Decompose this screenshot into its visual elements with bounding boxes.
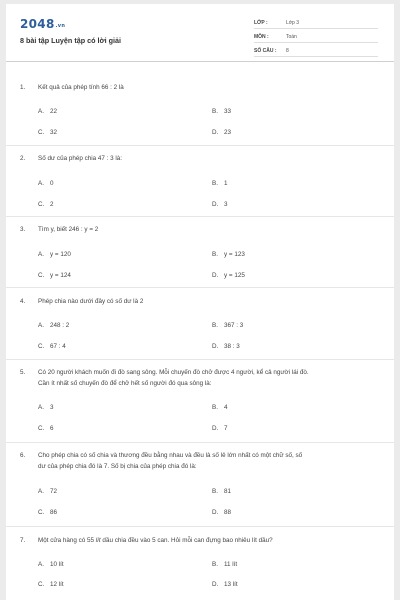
option-letter: C. xyxy=(38,581,45,588)
option-text: 67 : 4 xyxy=(50,343,66,350)
question-text xyxy=(20,535,384,546)
option-letter: D. xyxy=(212,272,219,279)
question-divider xyxy=(6,287,394,288)
question-divider xyxy=(6,216,394,217)
worksheet-page xyxy=(6,4,394,600)
option-text: 38 : 3 xyxy=(224,343,240,350)
option-text: 3 xyxy=(50,404,54,411)
option-a[interactable] xyxy=(38,251,71,258)
option-text: y = 123 xyxy=(224,251,245,258)
logo-suffix: .vn xyxy=(55,23,66,29)
option-letter: D. xyxy=(212,201,219,208)
option-text: 22 xyxy=(50,108,58,115)
meta-grade-label: LỚP : xyxy=(254,20,268,26)
meta-subject-value: Toán xyxy=(286,34,297,40)
question-text xyxy=(20,224,384,235)
option-c[interactable] xyxy=(38,581,64,588)
question-number: 2. xyxy=(20,155,26,162)
logo-text: 2048 xyxy=(20,17,55,31)
option-c[interactable] xyxy=(38,425,54,432)
option-letter: A. xyxy=(38,488,44,495)
meta-count-label: SỐ CÂU : xyxy=(254,48,277,54)
option-letter: B. xyxy=(212,561,218,568)
option-letter: C. xyxy=(38,509,45,516)
meta-count-row xyxy=(254,44,378,57)
option-text: 2 xyxy=(50,201,54,208)
option-c[interactable] xyxy=(38,509,57,516)
option-letter: A. xyxy=(38,251,44,258)
option-c[interactable] xyxy=(38,129,57,136)
question-prompt-line-2: dư của phép chia đó là 7. Số bị chia của phép chia đó là: xyxy=(38,463,197,470)
option-b[interactable] xyxy=(212,322,243,329)
option-letter: A. xyxy=(38,322,44,329)
option-letter: C. xyxy=(38,201,45,208)
question-divider xyxy=(6,145,394,146)
question-number: 1. xyxy=(20,84,26,91)
option-letter: C. xyxy=(38,272,45,279)
question-prompt-line-1: Cho phép chia có số chia và thương đều bằng nhau và đều là số lẻ lớn nhất có một chữ số, số xyxy=(38,452,303,459)
question-prompt: Kết quả của phép tính 66 : 2 là xyxy=(38,84,124,91)
question-number: 5. xyxy=(20,369,26,376)
question-text xyxy=(20,82,384,93)
option-a[interactable] xyxy=(38,322,69,329)
page-title: 8 bài tập Luyện tập có lời giải xyxy=(20,36,121,45)
option-text: y = 125 xyxy=(224,272,245,279)
question-prompt-end: dầu chia đều vào 5 can. Hỏi mỗi can đựng bao nhiêu lít dầu? xyxy=(100,537,273,544)
option-text: 367 : 3 xyxy=(224,322,244,329)
question-prompt: Phép chia nào dưới đây có số dư là 2 xyxy=(38,298,144,305)
option-a[interactable] xyxy=(38,180,54,187)
question-text xyxy=(20,153,384,164)
option-b[interactable] xyxy=(212,180,228,187)
meta-subject-label: MÔN : xyxy=(254,34,269,40)
question-text xyxy=(20,450,384,470)
option-a[interactable] xyxy=(38,561,64,568)
option-d[interactable] xyxy=(212,581,238,588)
option-b[interactable] xyxy=(212,561,237,568)
option-d[interactable] xyxy=(212,129,231,136)
option-text: 12 lít xyxy=(50,581,64,588)
option-text: 248 : 2 xyxy=(50,322,70,329)
option-text: 1 xyxy=(224,180,228,187)
question-prompt: Số dư của phép chia 47 : 3 là: xyxy=(38,155,123,162)
option-text: 3 xyxy=(224,201,228,208)
question-number: 4. xyxy=(20,298,26,305)
worksheet-header xyxy=(6,4,394,62)
option-text: 6 xyxy=(50,425,54,432)
option-text: 33 xyxy=(224,108,232,115)
question-number: 6. xyxy=(20,452,26,459)
option-letter: C. xyxy=(38,343,45,350)
option-d[interactable] xyxy=(212,272,245,279)
option-letter: C. xyxy=(38,425,45,432)
question-text xyxy=(20,296,384,307)
option-b[interactable] xyxy=(212,404,228,411)
option-text: 11 lít xyxy=(224,561,238,568)
question-prompt: Tìm y, biết 246 : y = 2 xyxy=(38,226,99,233)
question-number: 3. xyxy=(20,226,26,233)
option-c[interactable] xyxy=(38,272,71,279)
option-letter: B. xyxy=(212,108,218,115)
option-c[interactable] xyxy=(38,201,54,208)
option-d[interactable] xyxy=(212,425,228,432)
meta-grade-row xyxy=(254,16,378,29)
option-a[interactable] xyxy=(38,404,54,411)
option-letter: A. xyxy=(38,180,44,187)
question-prompt-unit: lít xyxy=(95,537,101,544)
option-text: 7 xyxy=(224,425,228,432)
option-b[interactable] xyxy=(212,251,245,258)
option-letter: B. xyxy=(212,251,218,258)
option-letter: B. xyxy=(212,322,218,329)
option-text: 0 xyxy=(50,180,54,187)
question-divider xyxy=(6,359,394,360)
option-letter: B. xyxy=(212,404,218,411)
option-b[interactable] xyxy=(212,488,231,495)
option-letter: B. xyxy=(212,180,218,187)
option-d[interactable] xyxy=(212,201,228,208)
option-letter: A. xyxy=(38,404,44,411)
option-text: 72 xyxy=(50,488,58,495)
question-prompt-line-1: Có 20 người khách muốn đi đò sang sông. Mỗi chuyến đò chở được 4 người, kể cả người lái đò. xyxy=(38,369,309,376)
option-text: 10 lít xyxy=(50,561,64,568)
option-d[interactable] xyxy=(212,509,231,516)
question-number: 7. xyxy=(20,537,26,544)
option-letter: D. xyxy=(212,343,219,350)
option-letter: D. xyxy=(212,129,219,136)
site-logo[interactable] xyxy=(20,17,65,31)
meta-count-value: 8 xyxy=(286,48,289,54)
option-text: 88 xyxy=(224,509,232,516)
question-divider xyxy=(6,526,394,527)
option-a[interactable] xyxy=(38,108,57,115)
option-text: 23 xyxy=(224,129,232,136)
option-letter: D. xyxy=(212,581,219,588)
question-prompt-line-2: Cần ít nhất số chuyến đò để chở hết số người đó qua sông là: xyxy=(38,380,212,387)
option-letter: B. xyxy=(212,488,218,495)
question-divider xyxy=(6,442,394,443)
question-text xyxy=(20,367,384,387)
option-text: 86 xyxy=(50,509,58,516)
option-d[interactable] xyxy=(212,343,240,350)
meta-subject-row xyxy=(254,30,378,43)
option-letter: D. xyxy=(212,425,219,432)
option-text: 32 xyxy=(50,129,58,136)
option-text: y = 120 xyxy=(50,251,71,258)
option-a[interactable] xyxy=(38,488,57,495)
option-letter: A. xyxy=(38,108,44,115)
option-b[interactable] xyxy=(212,108,231,115)
option-text: 4 xyxy=(224,404,228,411)
option-letter: D. xyxy=(212,509,219,516)
option-letter: C. xyxy=(38,129,45,136)
option-c[interactable] xyxy=(38,343,66,350)
meta-grade-value: Lớp 3 xyxy=(286,20,300,26)
option-text: 81 xyxy=(224,488,232,495)
option-text: y = 124 xyxy=(50,272,71,279)
option-text: 13 lít xyxy=(224,581,238,588)
question-prompt-start: Một cửa hàng có 55 xyxy=(38,537,96,544)
option-letter: A. xyxy=(38,561,44,568)
